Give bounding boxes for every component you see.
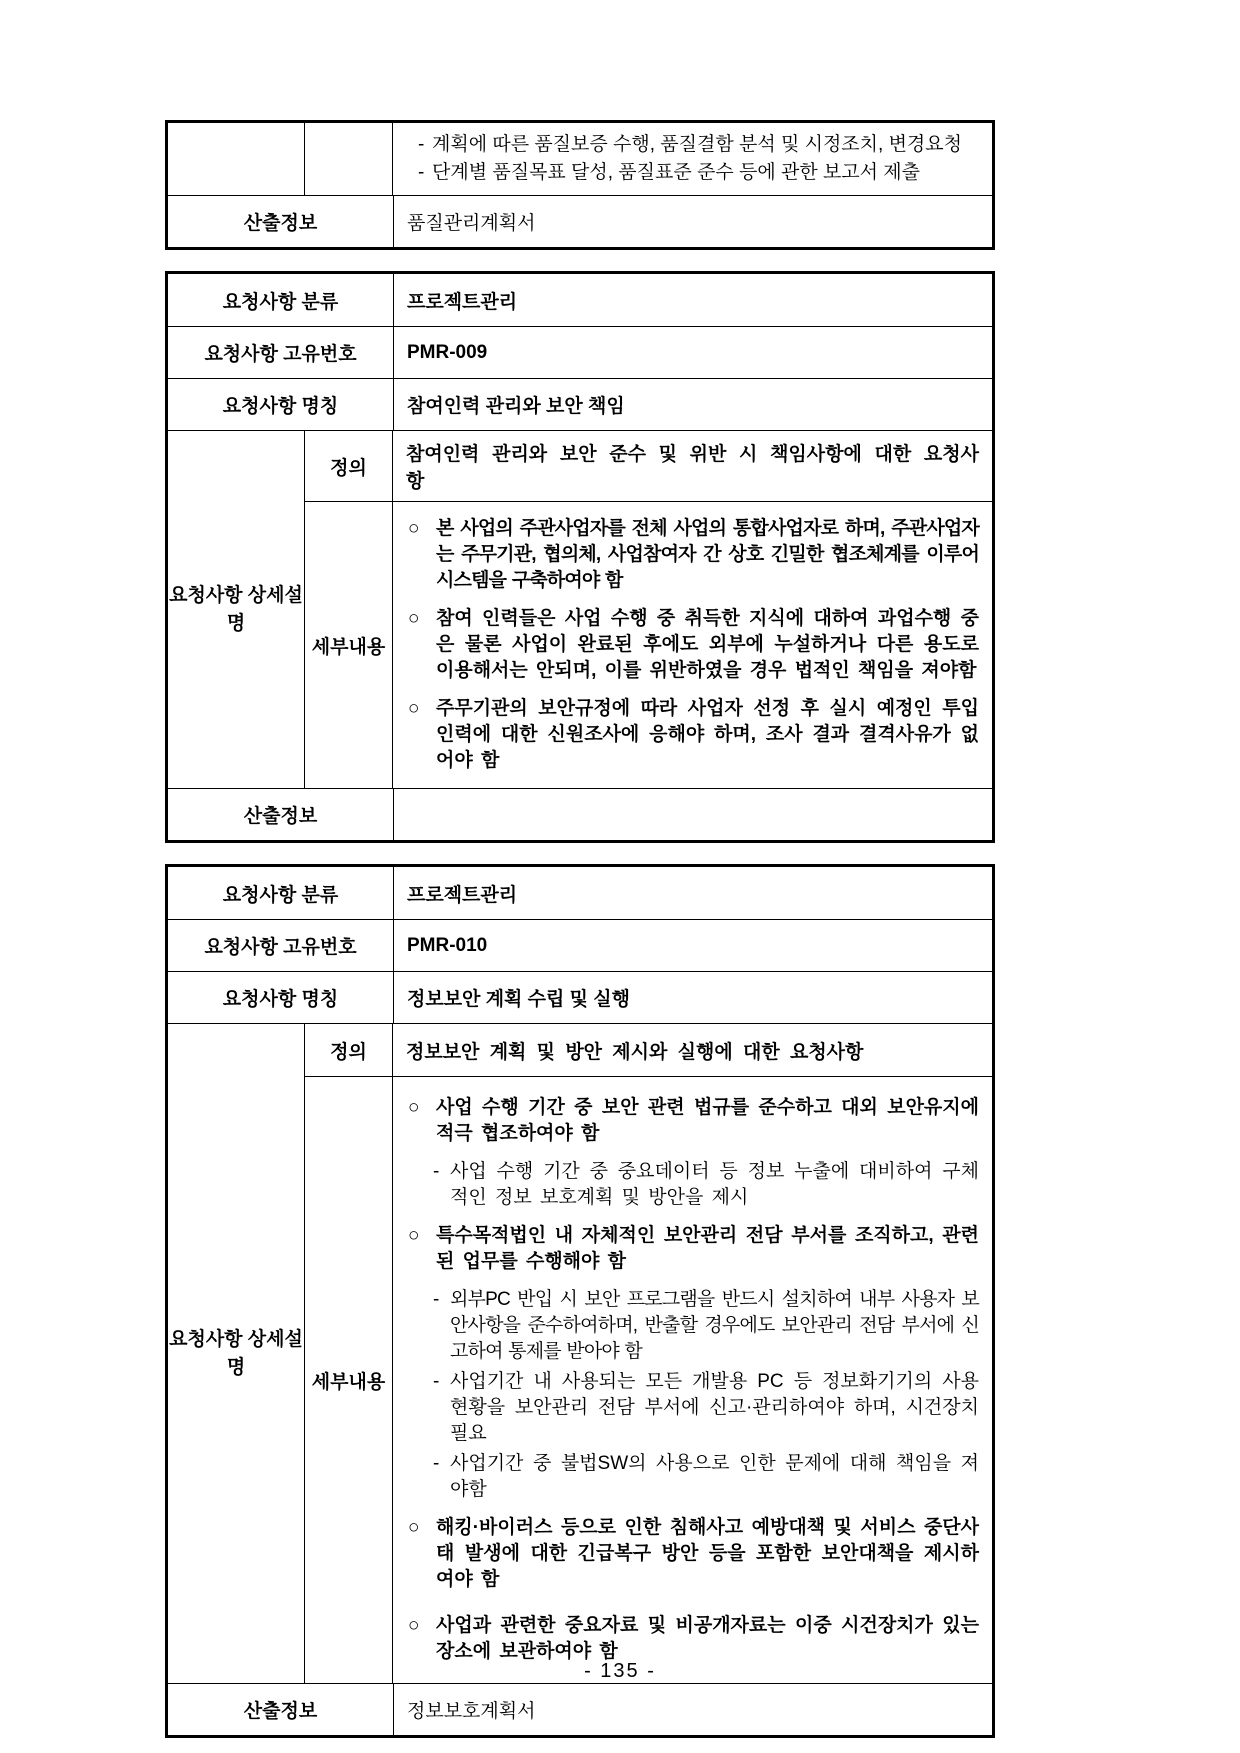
- dash-marker: -: [433, 1371, 440, 1392]
- output-value: [394, 789, 992, 840]
- quality-table-continuation: [165, 120, 995, 250]
- output-label: 산출정보: [168, 196, 394, 247]
- req-id-label: 요청사항 고유번호: [168, 327, 394, 378]
- content-label: 세부내용: [305, 1077, 393, 1683]
- detail-item: [406, 516, 979, 594]
- table-row-content: [305, 501, 992, 788]
- dash-marker: -: [433, 1289, 439, 1310]
- detail-line-text: 계획에 따른 품질보증 수행, 품질결함 분석 및 시정조치, 변경요청: [432, 134, 962, 155]
- detail-item-text: 사업기간 중 불법SW의 사용으로 인한 문제에 대해 책임을 져야함: [450, 1453, 979, 1500]
- empty-label-cell: [168, 123, 305, 195]
- table-row-definition: [305, 1024, 992, 1076]
- dash-marker: -: [418, 134, 425, 155]
- detail-line: [406, 159, 979, 187]
- output-label: 산출정보: [168, 789, 394, 840]
- req-name-value: 정보보안 계획 수립 및 실행: [407, 989, 631, 1010]
- table-row-output: [168, 1683, 992, 1735]
- req-name-value: 참여인력 관리와 보안 책임: [407, 396, 625, 417]
- detail-item-text: 사업 수행 기간 중 중요데이터 등 정보 누출에 대비하여 구체적인 정보 보호계획 및 방안을 제시: [450, 1161, 979, 1208]
- table-rowgroup-detail: [168, 1023, 992, 1683]
- content-label: 세부내용: [305, 502, 393, 788]
- detail-item: [406, 1613, 979, 1665]
- document-page: [165, 120, 995, 1738]
- content-value: [393, 502, 992, 788]
- detail-subitem: [406, 1451, 979, 1503]
- table-row-id: [168, 919, 992, 971]
- detail-subitem: [406, 1369, 979, 1447]
- category-value: 프로젝트관리: [407, 884, 518, 906]
- table-row-id: [168, 326, 992, 378]
- output-value: 품질관리계획서: [407, 213, 536, 234]
- detail-item: [406, 1515, 979, 1593]
- page-number: - 135 -: [584, 1660, 656, 1682]
- circle-marker: ○: [408, 608, 420, 629]
- detail-content-cell: [393, 123, 992, 195]
- output-label: 산출정보: [168, 1684, 394, 1735]
- category-label: 요청사항 분류: [168, 867, 394, 919]
- table-row-name: [168, 378, 992, 430]
- requirement-table-pmr-009: [165, 271, 995, 843]
- definition-value: 정보보안 계획 및 방안 제시와 실행에 대한 요청사항: [406, 1041, 864, 1063]
- output-value: 정보보호계획서: [407, 1701, 536, 1722]
- dash-marker: -: [433, 1161, 440, 1182]
- table-row-definition: [305, 431, 992, 501]
- dash-marker: -: [433, 1453, 440, 1474]
- detail-label: 요청사항 상세설명: [168, 431, 305, 788]
- table-row-output: [168, 788, 992, 840]
- detail-item-text: 사업과 관련한 중요자료 및 비공개자료는 이중 시건장치가 있는 장소에 보관하여야 함: [436, 1615, 979, 1662]
- table-rowgroup-detail: [168, 430, 992, 788]
- detail-item-text: 사업기간 내 사용되는 모든 개발용 PC 등 정보화기기의 사용현황을 보안관리 전담 부서에 신고·관리하여야 하며, 시건장치 필요: [450, 1371, 979, 1444]
- detail-item-text: 참여 인력들은 사업 수행 중 취득한 지식에 대하여 과업수행 중은 물론 사업이 완료된 후에도 외부에 누설하거나 다른 용도로 이용해서는 안되며, 이를 위반하였을 경우 법적인 책임을 져야함: [436, 608, 979, 681]
- detail-item: [406, 696, 979, 774]
- detail-item-text: 외부PC 반입 시 보안 프로그램을 반드시 설치하여 내부 사용자 보안사항을 준수하여하며, 반출할 경우에도 보안관리 전담 부서에 신고하여 통제를 받아야 함: [450, 1289, 979, 1362]
- table-row-content: [305, 1076, 992, 1683]
- content-value: [393, 1077, 992, 1683]
- detail-item-text: 해킹·바이러스 등으로 인한 침해사고 예방대책 및 서비스 중단사태 발생에 대한 긴급복구 방안 등을 포함한 보안대책을 제시하여야 함: [436, 1517, 979, 1590]
- req-name-label: 요청사항 명칭: [168, 379, 394, 430]
- detail-subitem: [406, 1287, 979, 1365]
- detail-item: [406, 606, 979, 684]
- detail-line-text: 단계별 품질목표 달성, 품질표준 준수 등에 관한 보고서 제출: [432, 162, 921, 183]
- definition-label: 정의: [305, 1024, 393, 1076]
- table-row-output: [168, 195, 992, 247]
- detail-subitem: [406, 1159, 979, 1211]
- definition-value: 참여인력 관리와 보안 준수 및 위반 시 책임사항에 대한 요청사항: [406, 444, 979, 492]
- circle-marker: ○: [408, 518, 419, 539]
- circle-marker: ○: [408, 1517, 420, 1538]
- dash-marker: -: [418, 162, 425, 183]
- detail-item-text: 본 사업의 주관사업자를 전체 사업의 통합사업자로 하며, 주관사업자는 주무기관, 협의체, 사업참여자 간 상호 긴밀한 협조체계를 이루어 시스템을 구축하여야 함: [436, 518, 979, 591]
- detail-item-text: 특수목적법인 내 자체적인 보안관리 전담 부서를 조직하고, 관련된 업무를 수행해야 함: [436, 1225, 979, 1272]
- detail-item-text: 주무기관의 보안규정에 따라 사업자 선정 후 실시 예정인 투입인력에 대한 신원조사에 응해야 하며, 조사 결과 결격사유가 없어야 함: [436, 698, 979, 771]
- requirement-table-pmr-010: [165, 864, 995, 1738]
- detail-item: [406, 1223, 979, 1275]
- circle-marker: ○: [408, 1225, 420, 1246]
- table-row-name: [168, 971, 992, 1023]
- circle-marker: ○: [408, 1615, 420, 1636]
- detail-item: [406, 1095, 979, 1147]
- detail-line: [406, 131, 979, 159]
- table-row: [168, 123, 992, 195]
- category-value: 프로젝트관리: [407, 291, 518, 313]
- req-id-value: PMR-009: [407, 341, 488, 363]
- req-id-label: 요청사항 고유번호: [168, 920, 394, 971]
- definition-label: 정의: [305, 431, 393, 501]
- table-row-category: [168, 274, 992, 326]
- detail-label: 요청사항 상세설명: [168, 1024, 305, 1683]
- circle-marker: ○: [408, 698, 420, 719]
- empty-sublabel-cell: [305, 123, 393, 195]
- req-id-value: PMR-010: [407, 934, 488, 956]
- req-name-label: 요청사항 명칭: [168, 972, 394, 1023]
- detail-item-text: 사업 수행 기간 중 보안 관련 법규를 준수하고 대외 보안유지에 적극 협조하여야 함: [436, 1097, 979, 1144]
- circle-marker: ○: [408, 1097, 420, 1118]
- category-label: 요청사항 분류: [168, 274, 394, 326]
- table-row-category: [168, 867, 992, 919]
